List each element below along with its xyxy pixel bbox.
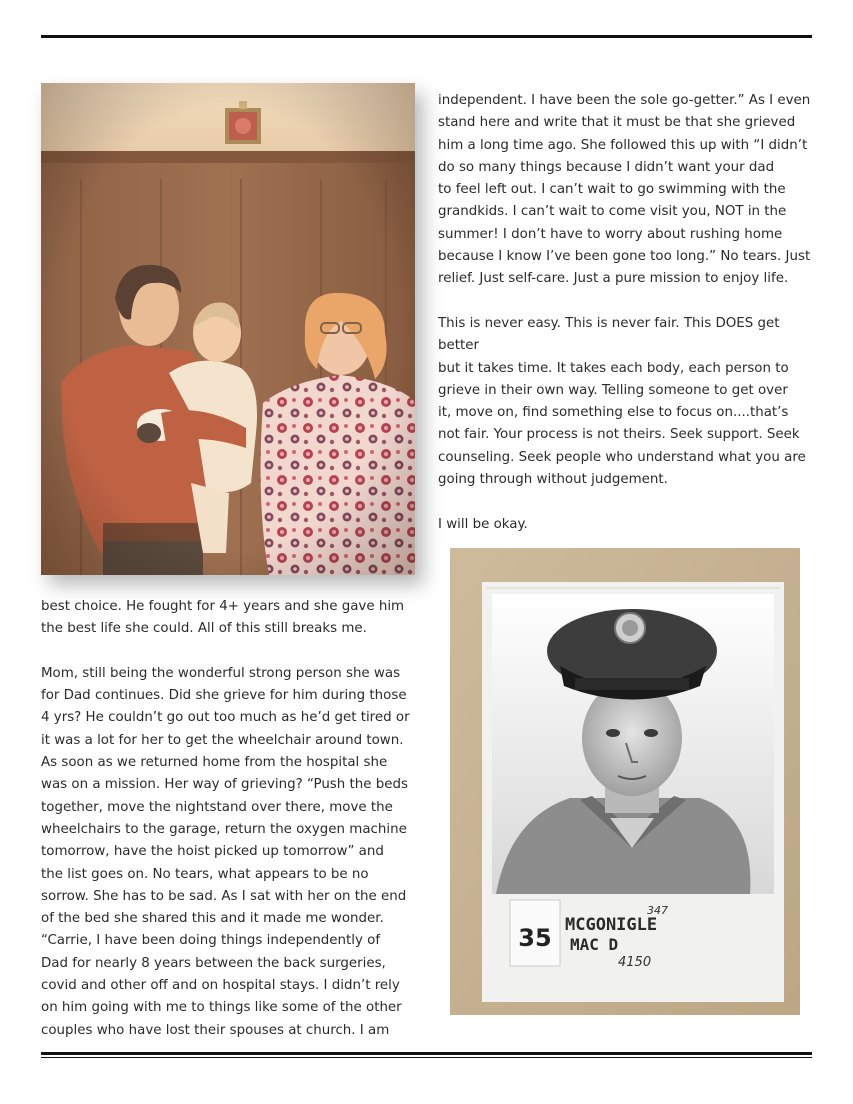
board-name-line-1: MCGONIGLE (565, 915, 658, 935)
board-number: 35 (518, 924, 552, 952)
right-paragraph-2: This is never easy. This is never fair. This DOES get better but it takes time. It takes each body, each person to grieve in their own way. Telling someone to get over it, move on, find something else to focus on....that’s not fair. Your process is not theirs. Seek support. Seek counseling. Seek people who understand what you are going through without judgement. (438, 315, 806, 488)
handwritten-number-top: 347 (647, 904, 668, 917)
handwritten-number-bottom: 4150 (618, 955, 652, 970)
left-paragraph-2: Mom, still being the wonderful strong person she was for Dad continues. Did she grieve for him during those 4 yrs? He couldn’t go out too much as he’d get tired or it was a lot for her to get the wheelchair around town. As soon as we returned home from the hospital she was on a mission. Her way of grieving? “Push the beds together, move the nightstand over there, move the wheelchairs to the garage, return the oxygen machine tomorrow, have the hoist picked up tomorrow” and the list goes on. No tears, what appears to be no sorrow. She has to be sad. As I sat with her on the end of the bed she shared this and it made me wonder. “Carrie, I have been doing things independently of Dad for nearly 8 years between the back surgeries, covid and other off and on hospital stays. I didn’t rely on him going with me to things like some of the other couples who have lost their spouses at church. I am (41, 665, 410, 1038)
left-column-text (41, 596, 413, 1042)
top-rule (41, 35, 812, 38)
left-paragraph-1: best choice. He fought for 4+ years and she gave him the best life she could. All of this still breaks me. (41, 599, 405, 637)
family-photo (41, 83, 415, 575)
right-column-text (438, 90, 818, 536)
military-portrait-photo (450, 548, 800, 1015)
right-paragraph-1: independent. I have been the sole go-getter.” As I even stand here and write that it must be that she grieved him a long time ago. She followed this up with “I didn’t do so many things because I didn’t want your dad to feel left out. I can’t wait to go swimming with the grandkids. I can’t wait to come visit you, NOT in the summer! I don’t have to worry about rushing home because I know I’ve been gone too long.” No tears. Just relief. Just self-care. Just a pure mission to enjoy life. (438, 93, 811, 287)
right-paragraph-3: I will be okay. (438, 516, 528, 532)
bottom-rule-thick (41, 1052, 812, 1055)
bottom-rule-thin (41, 1057, 812, 1058)
board-name-line-2: MAC D (570, 935, 619, 954)
